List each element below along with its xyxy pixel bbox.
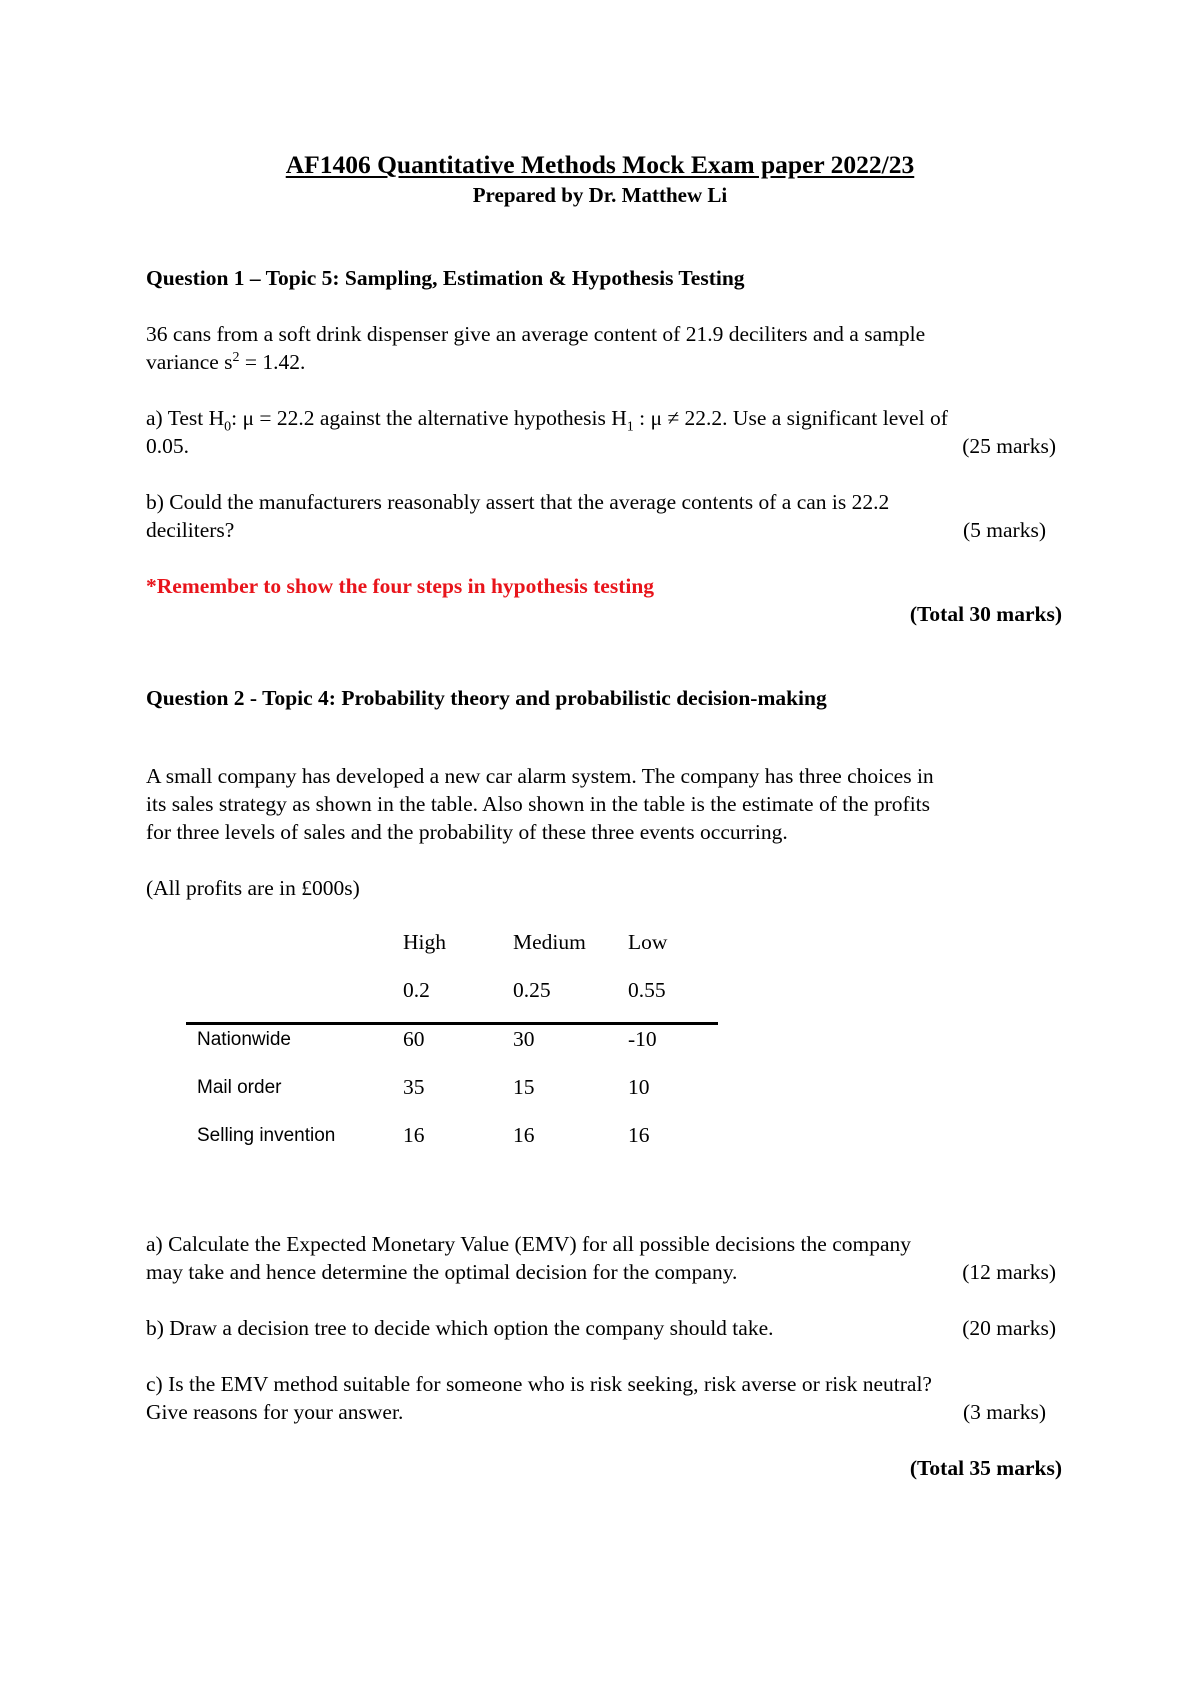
col-header-low: Low: [628, 930, 668, 954]
q2b-line1: b) Draw a decision tree to decide which option the company should take.: [146, 1316, 774, 1340]
cell-mail-order-low: 10: [628, 1075, 650, 1099]
q2-units-note: (All profits are in £000s): [146, 876, 360, 900]
row-label-selling-invention: Selling invention: [197, 1125, 336, 1146]
q1a-line2: 0.05.: [146, 434, 189, 458]
q2a-marks: (12 marks): [962, 1260, 1056, 1284]
prob-low: 0.55: [628, 978, 666, 1002]
q1-total: (Total 30 marks): [909, 602, 1062, 626]
q1b-line2: deciliters?: [146, 518, 235, 542]
table-header-rule: [186, 1022, 718, 1025]
q1a-line1: a) Test $H_0$: μ = 22.2 against the alternative hypothesis $H_1$ : μ ≠ 22.2. Use a significant level of: [146, 406, 948, 435]
q1a-marks: (25 marks): [962, 434, 1056, 458]
cell-mail-order-medium: 15: [513, 1075, 535, 1099]
q2-intro-line3: for three levels of sales and the probability of these three events occurring.: [146, 820, 788, 844]
cell-selling-invention-medium: 16: [513, 1123, 535, 1147]
q2-intro-line1: A small company has developed a new car alarm system. The company has three choices in: [146, 764, 934, 788]
q1-heading: Question 1 – Topic 5: Sampling, Estimation & Hypothesis Testing: [146, 266, 745, 290]
cell-nationwide-medium: 30: [513, 1027, 535, 1051]
cell-selling-invention-low: 16: [628, 1123, 650, 1147]
col-header-high: High: [403, 930, 446, 954]
q1-reminder: *Remember to show the four steps in hypothesis testing: [146, 574, 655, 598]
q2a-line2: may take and hence determine the optimal decision for the company.: [146, 1260, 738, 1284]
q2-total: (Total 35 marks): [909, 1456, 1062, 1480]
q2-intro-line2: its sales strategy as shown in the table. Also shown in the table is the estimate of the profits: [146, 792, 931, 816]
document-author: Prepared by Dr. Matthew Li: [472, 183, 728, 207]
q2b-marks: (20 marks): [962, 1316, 1056, 1340]
prob-high: 0.2: [403, 978, 430, 1002]
cell-nationwide-high: 60: [403, 1027, 425, 1051]
row-label-nationwide: Nationwide: [197, 1029, 291, 1050]
document-title: AF1406 Quantitative Methods Mock Exam paper 2022/23: [285, 150, 915, 179]
q2-heading: Question 2 - Topic 4: Probability theory and probabilistic decision-making: [146, 686, 827, 710]
q1-intro-line2: variance $s^2 = 1.42$.: [146, 350, 306, 375]
q1b-marks: (5 marks): [963, 518, 1046, 542]
q1-intro-line1: 36 cans from a soft drink dispenser give an average content of 21.9 deciliters and a sample: [146, 322, 926, 346]
q1b-line1: b) Could the manufacturers reasonably assert that the average contents of a can is 22.2: [146, 490, 890, 514]
col-header-medium: Medium: [513, 930, 586, 954]
q2c-line1: c) Is the EMV method suitable for someone who is risk seeking, risk averse or risk neutral?: [146, 1372, 932, 1396]
prob-medium: 0.25: [513, 978, 551, 1002]
q2c-marks: (3 marks): [963, 1400, 1046, 1424]
q2c-line2: Give reasons for your answer.: [146, 1400, 404, 1424]
cell-selling-invention-high: 16: [403, 1123, 425, 1147]
cell-mail-order-high: 35: [403, 1075, 425, 1099]
row-label-mail-order: Mail order: [197, 1077, 282, 1098]
cell-nationwide-low: -10: [628, 1027, 657, 1051]
q2a-line1: a) Calculate the Expected Monetary Value (EMV) for all possible decisions the company: [146, 1232, 912, 1256]
